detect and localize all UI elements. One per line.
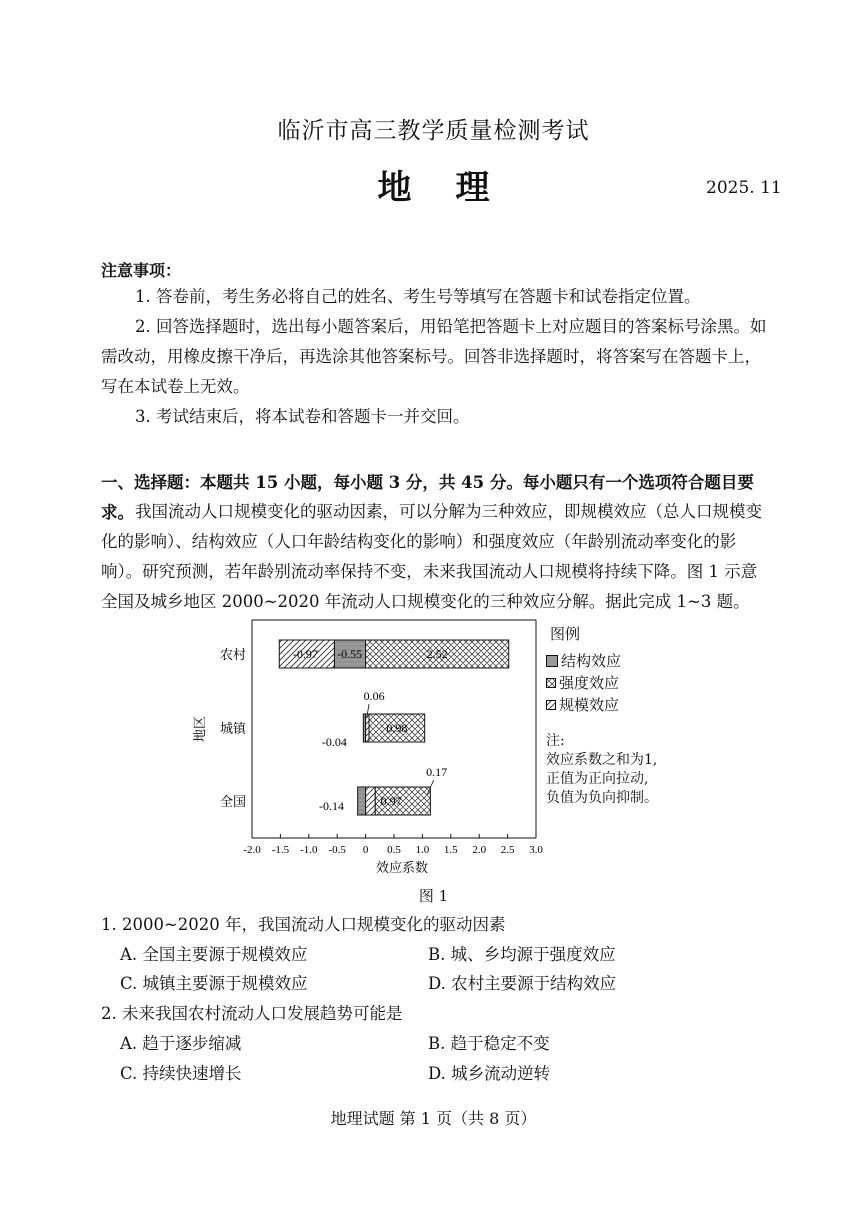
x-tick-label: -2.0: [243, 844, 261, 856]
question-2-option-c: C. 持续快速增长: [120, 1064, 242, 1083]
legend-item-scale: [546, 694, 619, 715]
subject-title: 地理: [377, 168, 534, 208]
data-label: 0.06: [363, 689, 385, 703]
category-label: 城镇: [219, 722, 246, 737]
data-label: 0.97: [380, 794, 402, 808]
data-label: -0.04: [321, 735, 347, 749]
data-label: 0.17: [426, 765, 448, 779]
x-axis-label: 效应系数: [375, 861, 429, 876]
school-title: 临沂市高三教学质量检测考试: [277, 118, 590, 144]
x-tick-label: 3.0: [529, 844, 543, 856]
notice-item-3: 3. 考试结束后，将本试卷和答题卡一并交回。: [135, 407, 470, 426]
note-line: 正值为正向拉动,: [546, 771, 649, 787]
question-1-stem: 1. 2000~2020 年，我国流动人口规模变化的驱动因素: [101, 915, 506, 934]
question-1-option-d: D. 农村主要源于结构效应: [428, 974, 617, 993]
note-line: 注:: [546, 733, 565, 749]
legend-label: 结构效应: [561, 652, 622, 670]
x-tick-label: 1.0: [415, 844, 430, 856]
notice-item-1: 1. 答卷前，考生务必将自己的姓名、考生号等填写在答题卡和试卷指定位置。: [135, 287, 701, 306]
note-line: 负值为负向抑制。: [546, 790, 658, 806]
x-tick-label: 0.5: [387, 844, 401, 856]
structure-swatch: [546, 655, 558, 667]
x-tick-label: 2.5: [500, 844, 515, 856]
bar-scale: [366, 787, 376, 815]
section-intro: 我国流动人口规模变化的驱动因素，可以分解为三种效应，即规模效应（总人口规模变化的影响）、结构效应（人口年龄结构变化的影响）和强度效应（年龄别流动率变化的影响）。研究预测，若年龄别流动率保持不变，未来我国流动人口规模将持续下降。图 1 示意全国及城乡地区 2000~2020 年流动人口规模变化的三种效应分解。据此完成 1~3 题。: [101, 502, 762, 611]
question-2-option-d: D. 城乡流动逆转: [428, 1064, 551, 1083]
question-2-option-b: B. 趋于稳定不变: [428, 1034, 550, 1053]
legend-label: 规模效应: [559, 696, 620, 714]
data-label: 0.98: [386, 721, 408, 735]
scale-swatch: [546, 700, 556, 710]
legend-item-structure: [546, 650, 621, 671]
note-line: 效应系数之和为1,: [546, 752, 658, 768]
bar-structure: [358, 787, 366, 815]
category-label: 全国: [219, 795, 246, 810]
effect-chart: [190, 612, 550, 880]
x-tick-label: -1.0: [300, 844, 318, 856]
question-1-option-b: B. 城、乡均源于强度效应: [428, 945, 616, 964]
x-tick-label: 0: [362, 844, 369, 856]
question-2-stem: 2. 未来我国农村流动人口发展趋势可能是: [101, 1004, 403, 1023]
chart-note: [546, 732, 658, 808]
data-label: -0.55: [337, 647, 363, 661]
notice-heading: 注意事项：: [101, 261, 182, 280]
intensity-swatch: [546, 678, 556, 688]
question-1-option-c: C. 城镇主要源于规模效应: [120, 974, 308, 993]
legend-label: 强度效应: [559, 674, 620, 692]
bar-scale: [366, 714, 369, 742]
question-1-option-a: A. 全国主要源于规模效应: [120, 945, 308, 964]
page-footer: 地理试题 第 1 页（共 8 页）: [330, 1109, 537, 1128]
notice-item-2: 2. 回答选择题时，选出每小题答案后，用铅笔把答题卡上对应题目的答案标号涂黑。如需改动，用橡皮擦干净后，再选涂其他答案标号。回答非选择题时，将答案写在答题卡上，写在本试卷上无效。: [101, 317, 767, 396]
exam-date: 2025. 11: [706, 178, 782, 198]
x-tick-label: -1.5: [271, 844, 290, 856]
y-axis-label: 地区: [193, 715, 208, 743]
data-label: 2.52: [426, 647, 448, 661]
section-heading: 一、选择题：本题共 15 小题，每小题 3 分，共 45 分。每小题只有一个选项符合题目要求。: [101, 473, 754, 522]
figure-caption: 图 1: [418, 887, 449, 905]
category-label: 农村: [219, 648, 246, 663]
data-label: -0.97: [292, 647, 318, 661]
legend-title: 图例: [550, 625, 581, 643]
x-tick-label: -0.5: [328, 844, 346, 856]
x-tick-label: 1.5: [443, 844, 458, 856]
question-2-option-a: A. 趋于逐步缩减: [120, 1034, 242, 1053]
data-label: -0.14: [319, 799, 345, 813]
legend-item-intensity: [546, 672, 619, 693]
x-tick-label: 2.0: [472, 844, 487, 856]
